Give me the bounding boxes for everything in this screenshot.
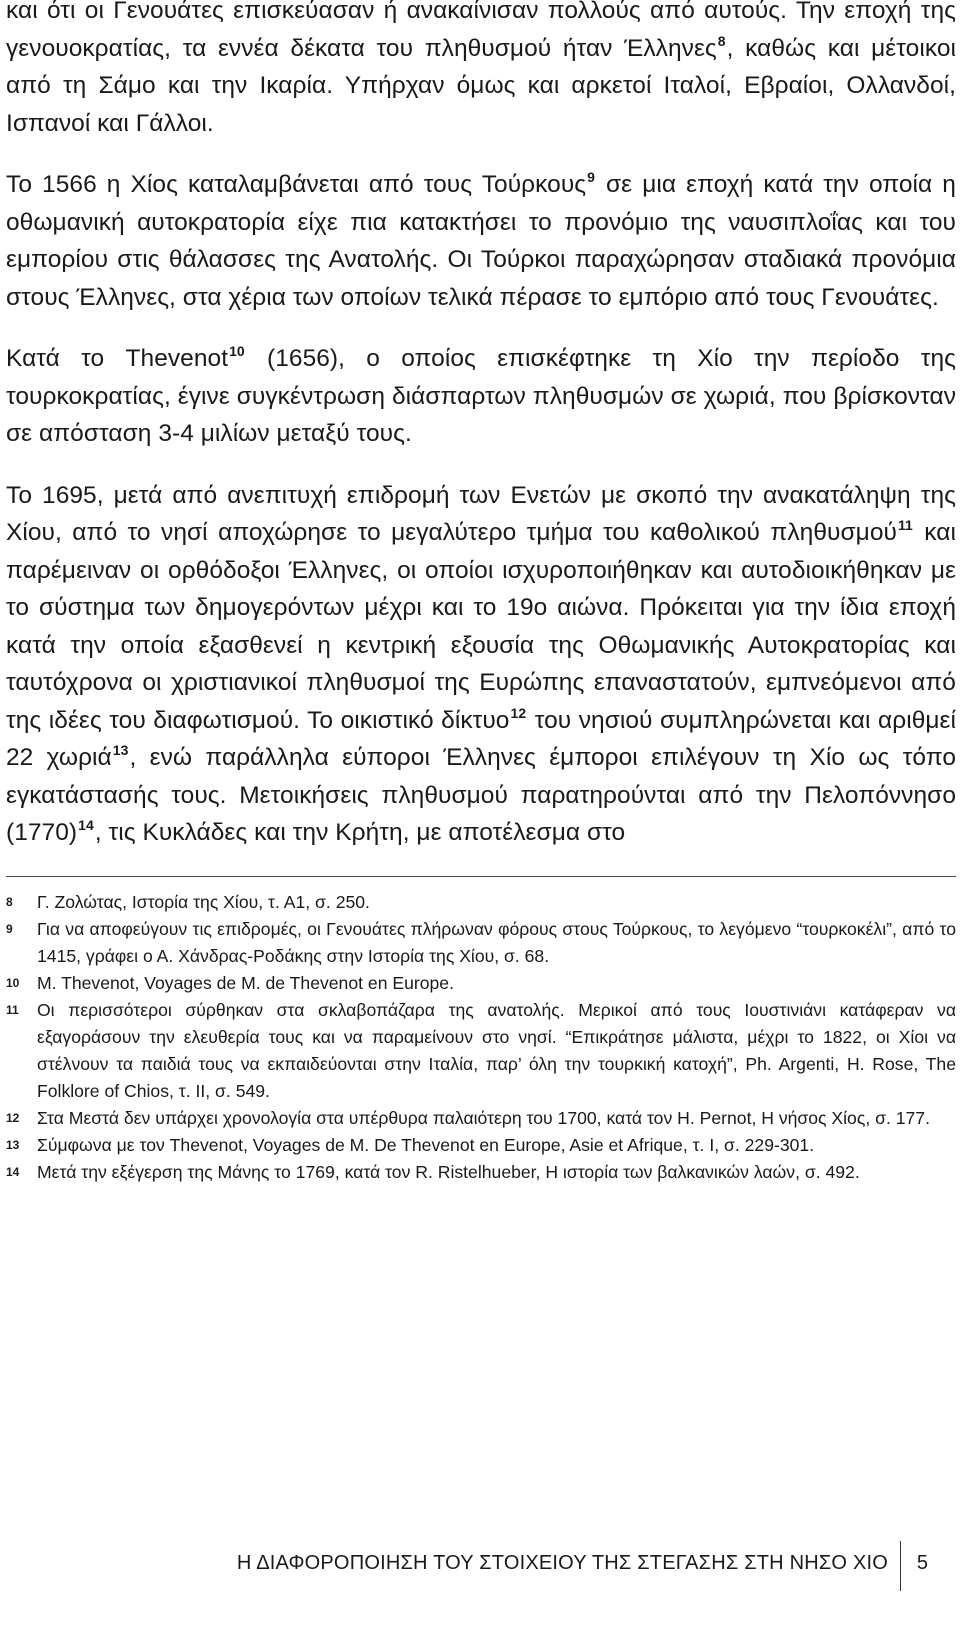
body-text [6,0,956,852]
footnote-text: Οι περισσότεροι σύρθηκαν στα σκλαβοπάζαρα της ανατολής. Μερικοί από τους Ιουστινιάνι κατάφεραν να εξαγοράσουν την ελευθερία τους και να παραμείνουν στο νησί. “Επικράτησε μάλιστα, μέχρι το 1822, οι Χίοι να στέλνουν τα παιδιά τους να εκπαιδεύονται στην Ιταλία, παρ’ όλη την τουρκική κατοχή”, Ph. Argenti, H. Rose, The Folklore of Chios, τ. II, σ. 549. [37,999,956,1101]
footnote-reference: 12 [510,704,527,721]
footnote-number: 11 [6,1002,19,1017]
footnote-reference: 10 [229,343,245,359]
footnote [6,1132,956,1159]
footnote-reference: 13 [112,742,129,758]
footnote-text: M. Thevenot, Voyages de M. de Thevenot en Europe. [37,972,454,993]
footnote-reference: 8 [717,32,726,49]
footnote-reference: 14 [78,817,94,833]
paragraph-text: Το 1566 η Χίος καταλαμβάνεται από τους Τούρκους [6,171,587,198]
paragraph-text: , καθώς και μέτοικοι από τη Σάμο και την Ικαρία. Υπήρχαν όμως και αρκετοί Ιταλοί, Εβραίοι, Ολλανδοί, Ισπανοί και Γάλλοι. [6,34,956,137]
running-title: Η ΔΙΑΦΟΡΟΠΟΙΗΣΗ ΤΟΥ ΣΤΟΙΧΕΙΟΥ ΤΗΣ ΣΤΕΓΑΣΗΣ ΣΤΗ ΝΗΣΟ ΧΙΟ [236,1552,888,1574]
footnote [6,916,956,970]
paragraph-text: , ενώ παράλληλα εύποροι Έλληνες έμποροι επιλέγουν τη Χίο ως τόπο εγκατάστασής τους. Μετοικήσεις πληθυσμού παρατηρούνται από την Πελοπόννησο (1770) [6,744,956,846]
footnote-number: 8 [6,894,13,909]
footnote [6,970,956,997]
footnotes-list [6,889,956,1186]
footnote-text: Γ. Ζολώτας, Ιστορία της Χίου, τ. Α1, σ. 250. [37,891,370,912]
footnote-divider [6,876,956,877]
footnote-number: 9 [6,921,13,936]
footnote [6,997,956,1105]
document-page [6,0,956,1186]
paragraph-text: Το 1695, μετά από ανεπιτυχή επιδρομή των Ενετών με σκοπό την ανακατάληψη της Χίου, από το νησί αποχώρησε το μεγαλύτερο τμήμα του καθολικού πληθυσμού [6,481,956,546]
paragraph-text: του νησιού συμπληρώνεται και αριθμεί 22 χωριά [6,706,957,771]
paragraph-text: (1656), ο οποίος επισκέφτηκε τη Χίο την περίοδο της τουρκοκρατίας, έγινε συγκέντρωση διάσπαρτων πληθυσμών σε χωριά, που βρίσκονταν σε απόσταση 3-4 μιλίων μεταξύ τους. [6,345,956,447]
footnote [6,1105,956,1132]
paragraph-text: Κατά το Thevenot [6,345,229,372]
footnote [6,1159,956,1186]
paragraph-text: σε μια εποχή κατά την οποία η οθωμανική αυτοκρατορία είχε πια κατακτήσει το προνόμιο της ναυσιπλοΐας και του εμπορίου στις θάλασσες της Ανατολής. Οι Τούρκοι παραχώρησαν σταδιακά προνόμια στους Έλληνες, στα χέρια των οποίων τελικά πέρασε το εμπόριο από τους Γενουάτες. [6,171,956,311]
footnote-text: Στα Μεστά δεν υπάρχει χρονολογία στα υπέρθυρα παλαιότερη του 1700, κατά τον Η. Pernot, Η νήσος Χίος, σ. 177. [37,1107,930,1128]
footnote-number: 14 [6,1164,20,1179]
footnote-number: 12 [6,1110,20,1125]
page-footer [6,1541,960,1591]
paragraph [6,166,956,316]
paragraph-text: , τις Κυκλάδες και την Κρήτη, με αποτέλεσμα στο [94,819,626,846]
footnote-reference: 9 [587,169,595,185]
paragraph-text: και παρέμειναν οι ορθόδοξοι Έλληνες, οι οποίοι ισχυροποιήθηκαν και αυτοδιοικήθηκαν με το σύστημα των δημογερόντων μέχρι και το 19ο αιώνα. Πρόκειται για την ίδια εποχή κατά την οποία εξασθενεί η κεντρική εξουσία της Οθωμανικής Αυτοκρατορίας και ταυτόχρονα οι χριστιανικοί πληθυσμοί της Ευρώπης επαναστατούν, εμπνεόμενοι από της ιδέες του διαφωτισμού. Το οικιστικό δίκτυο [6,519,956,734]
footnote-text: Για να αποφεύγουν τις επιδρομές, οι Γενουάτες πλήρωναν φόρους στους Τούρκους, το λεγόμενο “τουρκοκέλι”, από το 1415, γράφει ο Α. Χάνδρας-Ροδάκης στην Ιστορία της Χίου, σ. 68. [37,918,956,966]
footnote-text: Σύμφωνα με τον Thevenot, Voyages de M. De Thevenot en Europe, Asie et Afrique, τ. I, σ. 229-301. [37,1134,815,1155]
footnote-text: Μετά την εξέγερση της Μάνης το 1769, κατά τον R. Ristelhueber, Η ιστορία των βαλκανικών λαών, σ. 492. [37,1161,860,1182]
paragraph-text: και ότι οι Γενουάτες επισκεύασαν ή ανακαίνισαν πολλούς από αυτούς. Την εποχή της γενουοκρατίας, τα εννέα δέκατα του πληθυσμού ήταν Έλληνες [6,0,956,62]
paragraph [6,340,956,453]
footnote [6,889,956,916]
paragraph [6,477,956,852]
footer-divider [900,1541,901,1591]
paragraph [6,0,956,142]
page-number: 5 [916,1552,928,1574]
footnote-number: 10 [6,975,20,990]
footnote-reference: 11 [897,517,913,533]
footnote-number: 13 [6,1137,20,1152]
